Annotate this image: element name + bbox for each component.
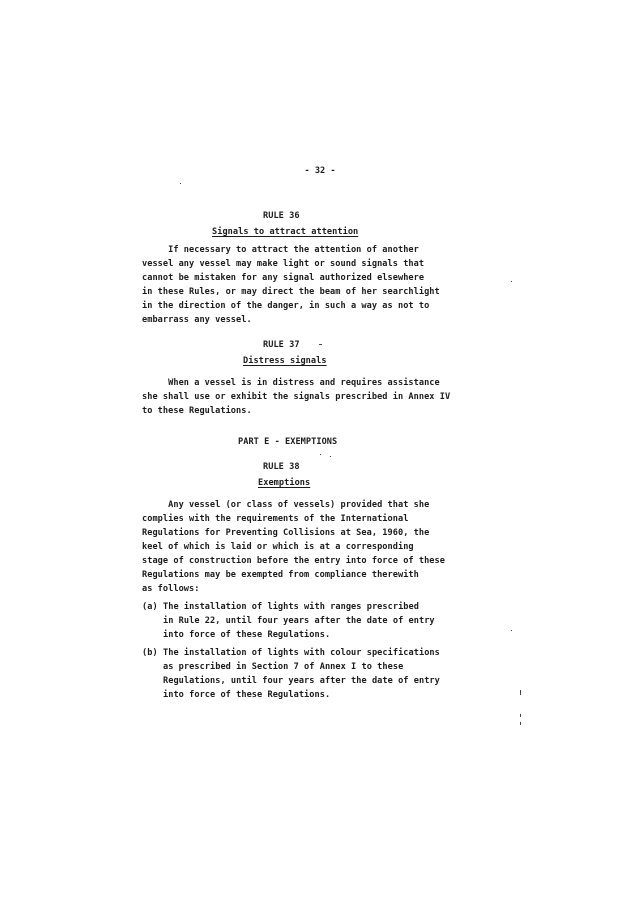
scan-speck bbox=[320, 454, 321, 455]
body-line: in these Rules, or may direct the beam of her searchlight bbox=[142, 287, 440, 297]
body-line: If necessary to attract the attention of another bbox=[142, 245, 419, 255]
item-label: (b) bbox=[142, 648, 158, 658]
scan-speck bbox=[319, 344, 322, 345]
body-line: stage of construction before the entry into force of these bbox=[142, 556, 445, 566]
item-line: in Rule 22, until four years after the date of entry bbox=[163, 616, 435, 626]
body-line: Regulations for Preventing Collisions at Sea, 1960, the bbox=[142, 528, 430, 538]
rule-38-heading: RULE 38 bbox=[263, 462, 300, 472]
body-line: keel of which is laid or which is at a corresponding bbox=[142, 542, 414, 552]
body-line: to these Regulations. bbox=[142, 406, 252, 416]
rule-36-heading: RULE 36 bbox=[263, 211, 300, 221]
scan-speck bbox=[330, 456, 331, 457]
rule-37-heading: RULE 37 bbox=[263, 340, 300, 350]
part-e-heading: PART E - EXEMPTIONS bbox=[238, 437, 338, 447]
page-number: - 32 - bbox=[304, 166, 336, 176]
body-line: embarrass any vessel. bbox=[142, 315, 252, 325]
item-line: The installation of lights with ranges prescribed bbox=[163, 602, 419, 612]
item-line: into force of these Regulations. bbox=[163, 690, 331, 700]
item-line: Regulations, until four years after the date of entry bbox=[163, 676, 440, 686]
scan-speck bbox=[511, 630, 512, 631]
body-line: cannot be mistaken for any signal authorized elsewhere bbox=[142, 273, 425, 283]
body-line: Regulations may be exempted from compliance therewith bbox=[142, 570, 419, 580]
body-line: complies with the requirements of the International bbox=[142, 514, 409, 524]
body-line: in the direction of the danger, in such a way as not to bbox=[142, 301, 430, 311]
item-line: The installation of lights with colour specifications bbox=[163, 648, 440, 658]
body-line: When a vessel is in distress and requires assistance bbox=[142, 378, 440, 388]
body-line: vessel any vessel may make light or sound signals that bbox=[142, 259, 425, 269]
scan-speck bbox=[520, 714, 521, 717]
rule-37-title: Distress signals bbox=[243, 356, 327, 366]
scan-speck bbox=[180, 183, 181, 184]
body-line: as follows: bbox=[142, 584, 200, 594]
item-line: into force of these Regulations. bbox=[163, 630, 331, 640]
scan-speck bbox=[511, 281, 512, 282]
rule-38-title: Exemptions bbox=[258, 478, 311, 488]
rule-36-title: Signals to attract attention bbox=[212, 227, 359, 237]
body-line: she shall use or exhibit the signals prescribed in Annex IV bbox=[142, 392, 451, 402]
item-label: (a) bbox=[142, 602, 158, 612]
scan-speck bbox=[520, 722, 521, 725]
scan-speck bbox=[520, 690, 521, 695]
body-line: Any vessel (or class of vessels) provided that she bbox=[142, 500, 430, 510]
item-line: as prescribed in Section 7 of Annex I to these bbox=[163, 662, 404, 672]
